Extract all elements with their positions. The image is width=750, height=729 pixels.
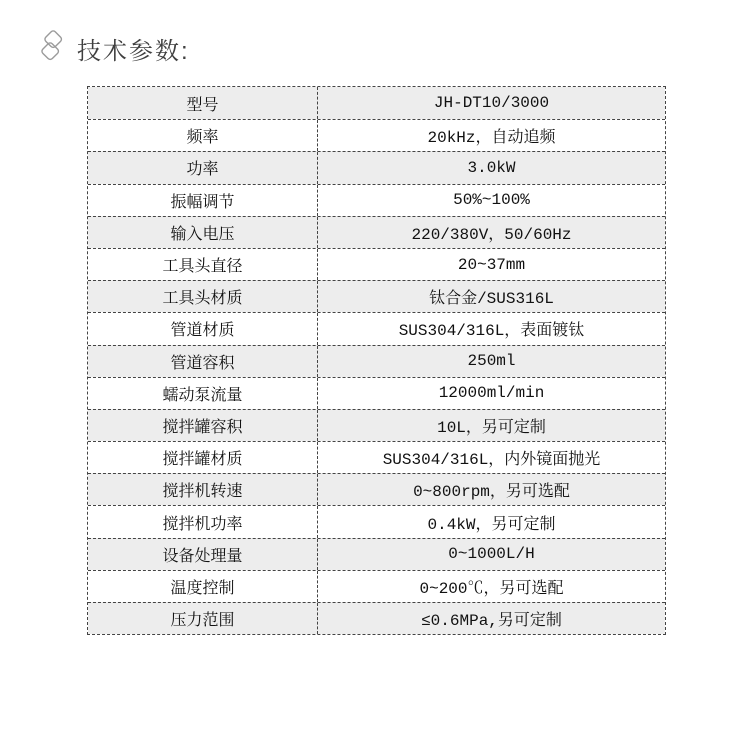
spec-value: 0.4kW，另可定制 (427, 515, 556, 534)
spec-label: 温度控制 (88, 571, 318, 602)
spec-value: 3.0kW (467, 158, 516, 177)
spec-value: 0~1000L/H (448, 545, 535, 564)
spec-value: 12000ml/min (438, 384, 545, 403)
table-row (88, 409, 665, 441)
spec-value: SUS304/316L，内外镜面抛光 (382, 451, 601, 470)
spec-value: 钛合金/SUS316L (429, 290, 554, 309)
spec-value: 0~800rpm，另可选配 (413, 483, 570, 502)
spec-label: 搅拌机功率 (88, 506, 318, 537)
spec-value: 250ml (467, 352, 516, 371)
table-row (88, 248, 665, 280)
spec-label: 压力范围 (88, 603, 318, 634)
spec-label: 搅拌机转速 (88, 474, 318, 505)
spec-value: 20~37mm (457, 255, 526, 274)
spec-label: 振幅调节 (88, 185, 318, 216)
spec-table (87, 86, 666, 635)
spec-label: 型号 (88, 87, 318, 119)
page-title: 技术参数: (77, 37, 190, 65)
spec-label: 输入电压 (88, 217, 318, 248)
table-row (88, 377, 665, 409)
table-row (88, 538, 665, 570)
spec-label: 工具头直径 (88, 249, 318, 280)
spec-label: 管道容积 (88, 346, 318, 377)
section-header (36, 28, 190, 68)
table-row (88, 312, 665, 344)
table-row (88, 119, 665, 151)
table-row (88, 216, 665, 248)
spec-label: 工具头材质 (88, 281, 318, 312)
table-row (88, 184, 665, 216)
spec-label: 搅拌罐容积 (88, 410, 318, 441)
spec-value: SUS304/316L，表面镀钛 (398, 322, 585, 341)
table-row (88, 345, 665, 377)
spec-label: 蠕动泵流量 (88, 378, 318, 409)
spec-label: 搅拌罐材质 (88, 442, 318, 473)
spec-label: 管道材质 (88, 313, 318, 344)
spec-value: 0~200℃，另可选配 (419, 579, 564, 598)
table-row (88, 505, 665, 537)
spec-value: 10L，另可定制 (437, 418, 546, 437)
spec-value: 220/380V，50/60Hz (411, 225, 572, 244)
spec-value: ≤0.6MPa,另可定制 (421, 612, 562, 631)
table-row (88, 151, 665, 183)
table-row (88, 473, 665, 505)
spec-label: 功率 (88, 152, 318, 183)
spec-label: 频率 (88, 120, 318, 151)
spec-value: 20kHz，自动追频 (427, 129, 556, 148)
spec-value: JH-DT10/3000 (433, 94, 550, 113)
table-row (88, 570, 665, 602)
table-row (88, 280, 665, 312)
spec-value: 50%~100% (453, 191, 530, 210)
table-row (88, 87, 665, 119)
table-row (88, 602, 665, 634)
table-row (88, 441, 665, 473)
double-diamond-icon (36, 28, 68, 68)
spec-label: 设备处理量 (88, 539, 318, 570)
